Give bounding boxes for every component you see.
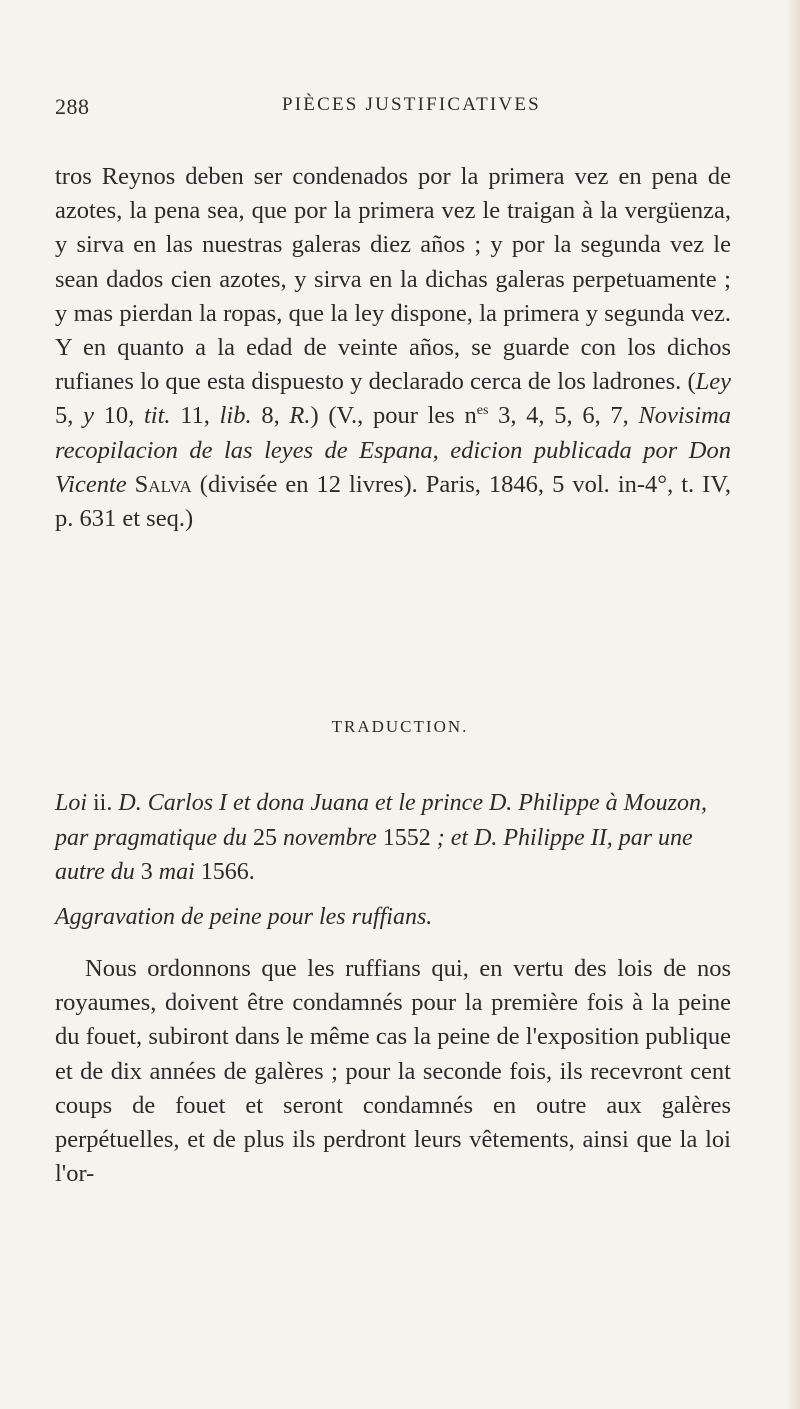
spanish-text: tros Reynos deben ser condenados por la primera vez en pena de azotes, la pena sea, que por la primera vez le traigan à la vergüenza, y sirva en las nuestras galeras diez años ; y por la segunda vez le sean dados cien azotes, y sirva en la dichas galeras perpetuamente ; y mas pierdan la ropas, que la ley dispone, la primera y segunda vez. Y en quanto a la edad de veinte años, se guarde con los dichos rufianes lo que esta dispuesto y declarado cerca de los ladrones. (: [55, 163, 731, 396]
citation-text: 5,: [55, 402, 84, 430]
book-title: Novisima recopilacion de las leyes de Espana, edicion publicada por Don Vicente: [55, 402, 732, 498]
citation-ley: Ley: [695, 368, 731, 396]
citation-text: ) (V., pour les n: [310, 402, 477, 430]
law-text: .: [248, 859, 255, 885]
law-year: 1566: [200, 859, 249, 885]
citation-text: 11,: [170, 402, 220, 430]
law-loi: Loi: [55, 790, 88, 816]
law-heading: [55, 786, 735, 890]
law-day: 3: [140, 859, 153, 885]
spanish-passage: [55, 160, 731, 536]
citation-tit: tit.: [143, 402, 171, 430]
law-text: novembre: [277, 824, 383, 851]
law-text: ; et D. Philippe II, par une autre du: [55, 824, 693, 885]
page-header: [0, 94, 800, 126]
citation-y: y: [83, 402, 94, 430]
superscript: es: [476, 403, 489, 419]
citation-r: R.: [289, 402, 311, 430]
running-title: PIÈCES JUSTIFICATIVES: [282, 94, 541, 115]
law-text: D. Carlos I et dona Juana et le prince D. Philippe à Mouzon, par pragmatique du: [55, 790, 707, 851]
citation-text: [127, 471, 135, 498]
page-edge-shadow: [786, 0, 800, 1409]
section-heading: TRADUCTION.: [331, 717, 469, 736]
subheading: Aggravation de peine pour les ruffians.: [55, 904, 433, 930]
law-day: 25: [253, 824, 277, 851]
citation-text: 8,: [251, 402, 290, 430]
law-number: ii.: [87, 790, 119, 816]
citation-text: 10,: [93, 402, 144, 430]
citation-text: (divisée en 12 livres). Paris, 1846, 5 vol. in-4°, t. IV, p. 631 et seq.): [55, 470, 732, 533]
editor-name: Salva: [134, 470, 192, 498]
french-paragraph: Nous ordonnons que les ruffians qui, en vertu des lois de nos royaumes, doivent être condamnés pour la première fois à la peine du fouet, subiront dans le même cas la peine de l'exposition publique et de dix années de galères ; pour la seconde fois, ils recevront cent coups de fouet et seront condamnés en outre aux galères perpétuelles, et de plus ils perdront leurs vêtements, ainsi que la loi l'or-: [55, 955, 731, 1188]
citation-text: 3, 4, 5, 6, 7,: [488, 402, 639, 430]
law-year: 1552: [382, 824, 431, 851]
citation-lib: lib.: [219, 402, 252, 430]
law-text: mai: [152, 859, 201, 885]
page-number: 288: [55, 94, 90, 119]
